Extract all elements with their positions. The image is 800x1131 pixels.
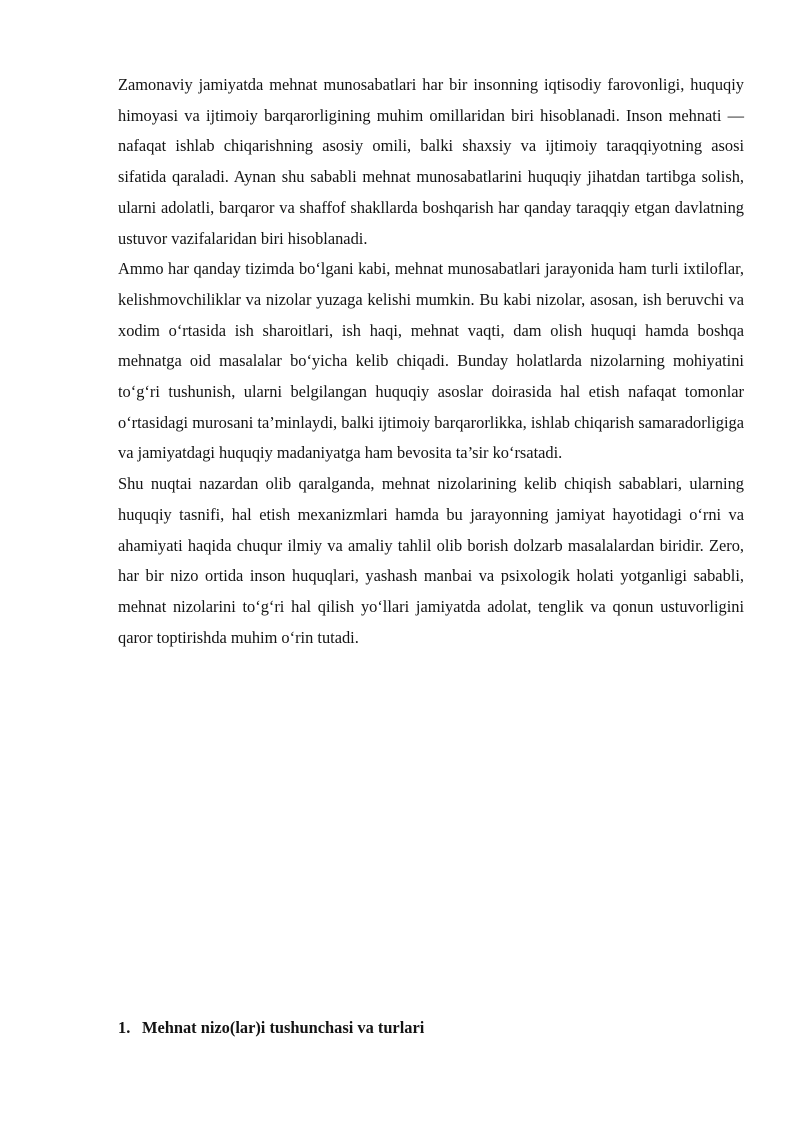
section-heading — [118, 1013, 744, 1043]
section-title: Mehnat nizo(lar)i tushunchasi va turlari — [142, 1018, 425, 1037]
paragraph-relevance: Shu nuqtai nazardan olib qaralganda, mehnat nizolarining kelib chiqish sabablari, ularning huquqiy tasnifi, hal etish mexanizmlari hamda bu jarayonning jamiyat hayotidagi o‘rni va ahamiyati haqida chuqur ilmiy va amaliy tahlil olib borish dolzarb masalalardan biridir. Zero, har bir nizo ortida inson huquqlari, yashash manbai va psixologik holati yotganligi sababli, mehnat nizolarini to‘g‘ri hal qilish yo‘llari jamiyatda adolat, tenglik va qonun ustuvorligini qaror toptirishda muhim o‘rin tutadi. — [118, 474, 744, 647]
document-body — [118, 70, 744, 653]
paragraph-disputes: Ammo har qanday tizimda bo‘lgani kabi, mehnat munosabatlari jarayonida ham turli ixtiloflar, kelishmovchiliklar va nizolar yuzaga kelishi mumkin. Bu kabi nizolar, asosan, ish beruvchi va xodim o‘rtasida ish sharoitlari, ish haqi, mehnat vaqti, dam olish huquqi hamda boshqa mehnatga oid masalalar bo‘yicha kelib chiqadi. Bunday holatlarda nizolarning mohiyatini to‘g‘ri tushunish, ularni belgilangan huquqiy asoslar doirasida hal etish nafaqat tomonlar o‘rtasidagi murosani ta’minlaydi, balki ijtimoiy barqarorlikka, ishlab chiqarish samaradorligiga va jamiyatdagi huquqiy madaniyatga ham bevosita ta’sir ko‘rsatadi. — [118, 259, 744, 463]
paragraph-intro: Zamonaviy jamiyatda mehnat munosabatlari har bir insonning iqtisodiy farovonligi, huquqiy himoyasi va ijtimoiy barqarorligining muhim omillaridan biri hisoblanadi. Inson mehnati — nafaqat ishlab chiqarishning asosiy omili, balki shaxsiy va ijtimoiy taraqqiyotning asosi sifatida qaraladi. Aynan shu sababli mehnat munosabatlarini huquqiy jihatdan tartibga solish, ularni adolatli, barqaror va shaffof shakllarda boshqarish har qanday taraqqiy etgan davlatning ustuvor vazifalaridan biri hisoblanadi. — [118, 75, 744, 248]
section-number: 1. — [118, 1018, 131, 1037]
